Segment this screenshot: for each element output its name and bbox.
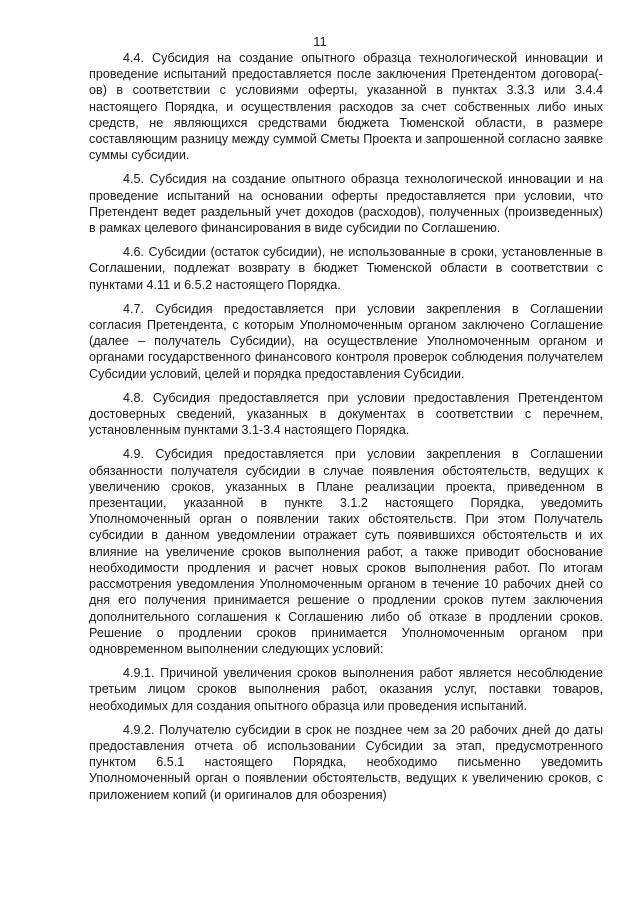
page-number: 11 — [313, 34, 327, 49]
paragraph-4-4: 4.4. Субсидия на создание опытного образца технологической инновации и проведение испытаний предоставляется после заключения Претендентом договора(-ов) в соответствии с условиями оферты, указанной в пунктах 3.3.3 или 3.4.4 настоящего Порядка, и осуществления расходов за счет собственных либо иных средств, не являющихся средствами бюджета Тюменской области, в размере составляющим разницу между суммой Сметы Проекта и запрошенной согласно заявке суммы субсидии. — [89, 51, 603, 163]
paragraph-4-9-1: 4.9.1. Причиной увеличения сроков выполнения работ является несоблюдение третьим лицом сроков выполнения работ, оказания услуг, поставки товаров, необходимых для создания опытного образца или проведения испытаний. — [89, 666, 603, 713]
paragraph-4-6: 4.6. Субсидии (остаток субсидии), не использованные в сроки, установленные в Соглашении, подлежат возврату в бюджет Тюменской области в соответствии с пунктами 4.11 и 6.5.2 настоящего Порядка. — [89, 245, 603, 292]
paragraph-4-8: 4.8. Субсидия предоставляется при условии предоставления Претендентом достоверных сведений, указанных в документах в соответствии с перечнем, установленным пунктами 3.1-3.4 настоящего Порядка. — [89, 390, 603, 438]
paragraph-4-9: 4.9. Субсидия предоставляется при условии закрепления в Соглашении обязанности получателя субсидии в случае появления обстоятельств, ведущих к увеличению сроков, указанных в Плане реализации проекта, приведенном в презентации, указанной в пункте 3.1.2 настоящего Порядка, уведомить Уполномоченный орган о появлении таких обстоятельств. При этом Получатель субсидии в данном уведомлении отражает суть появившихся обстоятельств и их влияние на увеличение сроков выполнения работ, а также приводит обоснование необходимости продления и расчет новых сроков выполнения работ. По итогам рассмотрения уведомления Уполномоченным органом в течение 10 рабочих дней со дня его получения принимается решение о продлении сроков путем заключения дополнительного соглашения к Соглашению либо об отказе в продлении сроков. Решение о продлении сроков принимается Уполномоченным органом при одновременном выполнении следующих условий: — [89, 447, 603, 656]
document-body — [89, 50, 603, 803]
paragraph-4-7: 4.7. Субсидия предоставляется при условии закрепления в Соглашении согласия Претендента, с которым Уполномоченным органом заключено Соглашение (далее – получатель Субсидии), на осуществление Уполномоченным органом и органами государственного финансового контроля проверок соблюдения получателем Субсидии условий, целей и порядка предоставления Субсидии. — [89, 301, 603, 381]
paragraph-4-9-2: 4.9.2. Получателю субсидии в срок не позднее чем за 20 рабочих дней до даты предоставления отчета об использовании Субсидии за этап, предусмотренного пунктом 6.5.1 настоящего Порядка, необходимо письменно уведомить Уполномоченный орган о появлении обстоятельств, ведущих к увеличению сроков, с приложением копий (и оригиналов для обозрения) — [89, 722, 603, 802]
paragraph-4-5: 4.5. Субсидия на создание опытного образца технологической инновации и на проведение испытаний на основании оферты предоставляется при условии, что Претендент ведет раздельный учет доходов (расходов), полученных (произведенных) в рамках целевого финансирования в виде субсидии по Соглашению. — [89, 172, 603, 236]
